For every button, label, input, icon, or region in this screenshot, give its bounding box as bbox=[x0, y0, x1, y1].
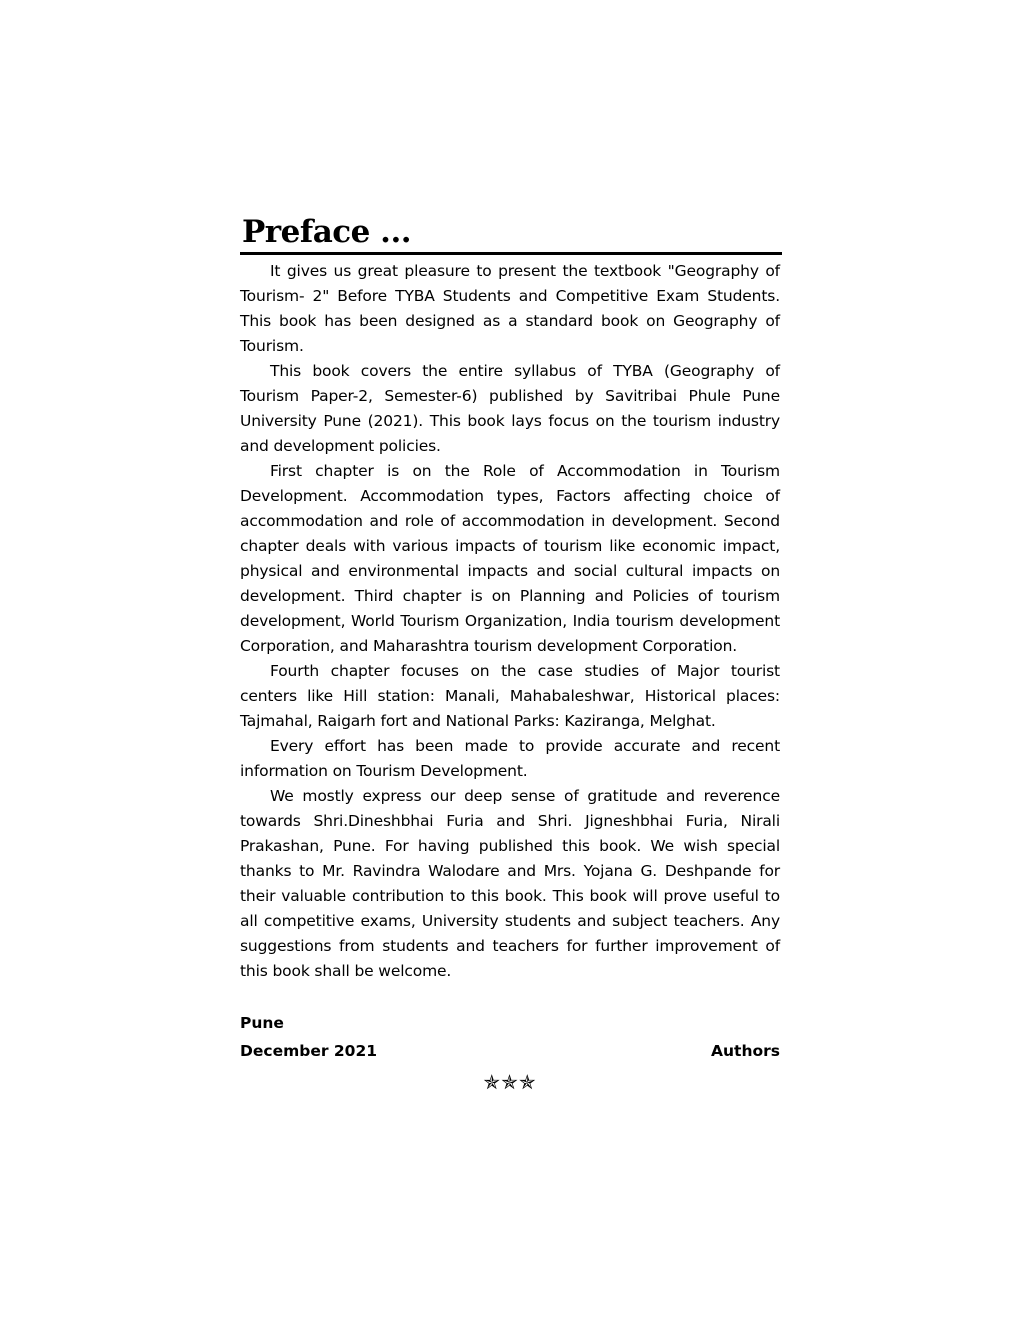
signoff-authors: Authors bbox=[711, 1042, 780, 1060]
paragraph-chapters: First chapter is on the Role of Accommodation in Tourism Development. Accommodation types, Factors affecting choice of accommodation and role of accommodation in development. Second chapter deals with various impacts of tourism like economic impact, physical and environmental impacts and social cultural impacts on development. Third chapter is on Planning and Policies of tourism development, World Tourism Organization, India tourism development Corporation, and Maharashtra tourism development Corporation. bbox=[240, 462, 780, 655]
signoff-date: December 2021 bbox=[240, 1042, 378, 1060]
paragraph-intro: It gives us great pleasure to present the textbook "Geography of Tourism- 2" Before TYBA Students and Competitive Exam Students. This book has been designed as a standard book on Geography of Tourism. bbox=[240, 262, 780, 355]
signoff-place-row bbox=[240, 1009, 780, 1037]
page-title: Preface ... bbox=[242, 214, 412, 250]
title-underline bbox=[240, 252, 782, 255]
paragraph-effort: Every effort has been made to provide accurate and recent information on Tourism Development. bbox=[240, 737, 780, 780]
signoff-place: Pune bbox=[240, 1014, 284, 1032]
preface-page bbox=[240, 212, 782, 1097]
star-ornament-icon: ✯✯✯ bbox=[483, 1070, 537, 1094]
signoff-date-row bbox=[240, 1037, 780, 1065]
paragraph-gratitude: We mostly express our deep sense of gratitude and reverence towards Shri.Dineshbhai Furia and Shri. Jigneshbhai Furia, Nirali Prakashan, Pune. For having published this book. We wish special thanks to Mr. Ravindra Walodare and Mrs. Yojana G. Deshpande for their valuable contribution to this book. This book will prove useful to all competitive exams, University students and subject teachers. Any suggestions from students and teachers for further improvement of this book shall be welcome. bbox=[240, 787, 780, 980]
signoff-block bbox=[240, 1009, 780, 1065]
paragraph-syllabus: This book covers the entire syllabus of TYBA (Geography of Tourism Paper-2, Semester-6) published by Savitribai Phule Pune University Pune (2021). This book lays focus on the tourism industry and development policies. bbox=[240, 362, 780, 455]
paragraph-fourth-chapter: Fourth chapter focuses on the case studies of Major tourist centers like Hill station: Manali, Mahabaleshwar, Historical places: Tajmahal, Raigarh fort and National Parks: Kaziranga, Melghat. bbox=[240, 662, 780, 730]
